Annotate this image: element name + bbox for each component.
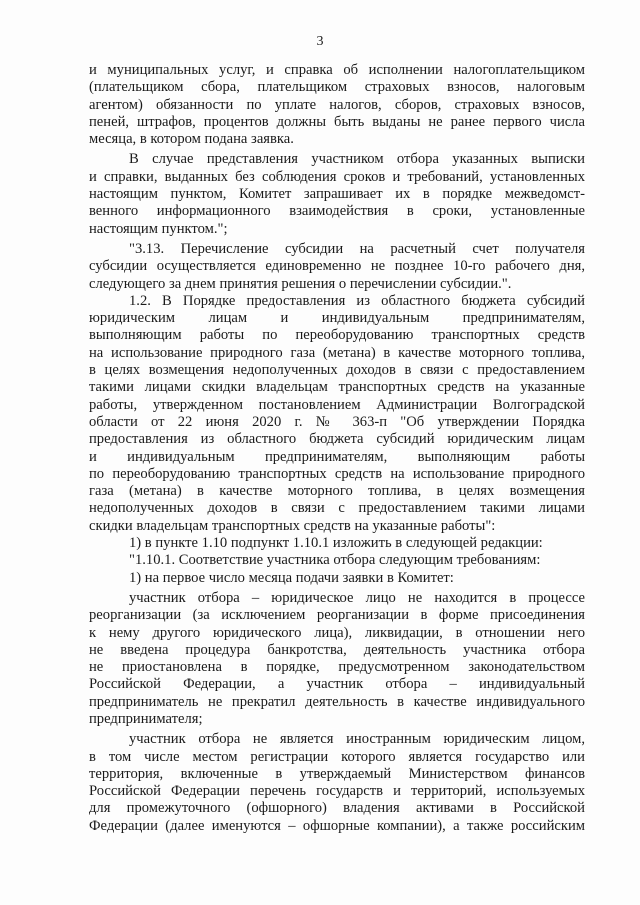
text-line: 1) на первое число месяца подачи заявки в Комитет: [129, 569, 454, 586]
text-line: агентом) обязанности по уплате налогов, сборов, страховых взносов, [89, 96, 585, 113]
text-line: не приостановлена в порядке, предусмотренном законодательством [89, 659, 585, 676]
text-line: такими лицами скидки владельцам транспортных средств на указанные [89, 379, 585, 396]
text-line: пеней, штрафов, процентов должны быть выданы не ранее первого числа [89, 113, 585, 130]
paragraph [89, 151, 585, 237]
text-line: территория, включенные в утверждаемый Министерством финансов [89, 765, 585, 782]
text-line: в целях возмещения недополученных доходов в связи с предоставлением [89, 362, 585, 379]
text-line: "3.13. Перечисление субсидии на расчетный счет получателя [129, 240, 585, 257]
text-line: настоящим пунктом."; [89, 220, 228, 237]
paragraph [89, 552, 585, 569]
text-line: участник отбора не является иностранным юридическим лицом, [129, 731, 585, 748]
text-line: предприниматель не прекратил деятельность в качестве индивидуального [89, 693, 585, 710]
document-body [89, 62, 585, 835]
text-line: юридическим лицам и индивидуальным предпринимателям, [89, 310, 585, 327]
text-line: газа (метана) в качестве моторного топлива, в целях возмещения [89, 483, 585, 500]
text-line: предоставления из областного бюджета субсидий юридическим лицам [89, 431, 585, 448]
text-line: субсидии осуществляется единовременно не позднее 10-го рабочего дня, [89, 258, 585, 275]
text-line: Российской Федерации перечень государств и территорий, используемых [89, 783, 585, 800]
text-line: для промежуточного (офшорного) владения активами в Российской [89, 800, 585, 817]
text-line: (плательщиком сбора, плательщиком страховых взносов, налоговым [89, 79, 585, 96]
text-line: не введена процедура банкротства, деятельность участника отбора [89, 641, 585, 658]
text-line: венного информационного взаимодействия в сроки, установленные [89, 203, 585, 220]
text-line: области от 22 июня 2020 г. № 363-п "Об утверждении Порядка [89, 413, 585, 430]
text-line: и муниципальных услуг, и справка об исполнении налогоплательщиком [89, 62, 585, 78]
text-line: следующего за днем принятия решения о перечислении субсидии.". [89, 275, 512, 292]
paragraph [89, 590, 585, 728]
text-line: Российской Федерации, а участник отбора – индивидуальный [89, 676, 585, 693]
paragraph [89, 535, 585, 552]
paragraph [89, 241, 585, 293]
text-line: недополученных доходов в связи с предоставлением такими лицами [89, 500, 585, 517]
text-line: и индивидуальным предпринимателям, выполняющим работы [89, 448, 585, 465]
text-line: настоящим пунктом, Комитет запрашивает их в порядке межведомст- [89, 186, 585, 203]
text-line: реорганизации (за исключением реорганизации в форме присоединения [89, 607, 585, 624]
text-line: В случае представления участником отбора указанных выписки [129, 151, 585, 168]
paragraph [89, 62, 585, 148]
text-line: скидки владельцам транспортных средств на указанные работы": [89, 517, 496, 534]
text-line: выполняющим работы по переоборудованию транспортных средств [89, 327, 585, 344]
paragraph [89, 293, 585, 535]
text-line: 1.2. В Порядке предоставления из областного бюджета субсидий [129, 292, 585, 309]
text-line: Федерации (далее именуются – офшорные компании), а также российским [89, 817, 585, 834]
text-line: к нему другого юридического лица), ликвидации, в отношении него [89, 624, 585, 641]
text-line: 1) в пункте 1.10 подпункт 1.10.1 изложить в следующей редакции: [129, 535, 543, 552]
text-line: "1.10.1. Соответствие участника отбора следующим требованиям: [129, 552, 541, 569]
text-line: и справки, выданных без соблюдения сроков и требований, установленных [89, 168, 585, 185]
text-line: на использование природного газа (метана) в качестве моторного топлива, [89, 344, 585, 361]
paragraph [89, 731, 585, 835]
paragraph [89, 570, 585, 587]
text-line: работы, утвержденном постановлением Администрации Волгоградской [89, 396, 585, 413]
page-number: 3 [316, 34, 324, 49]
text-line: в том числе местом регистрации которого является государство или [89, 748, 585, 765]
text-line: по переоборудованию транспортных средств на использование природного [89, 465, 585, 482]
text-line: месяца, в котором подана заявка. [89, 131, 294, 148]
text-line: участник отбора – юридическое лицо не находится в процессе [129, 589, 585, 606]
text-line: предпринимателя; [89, 710, 203, 727]
